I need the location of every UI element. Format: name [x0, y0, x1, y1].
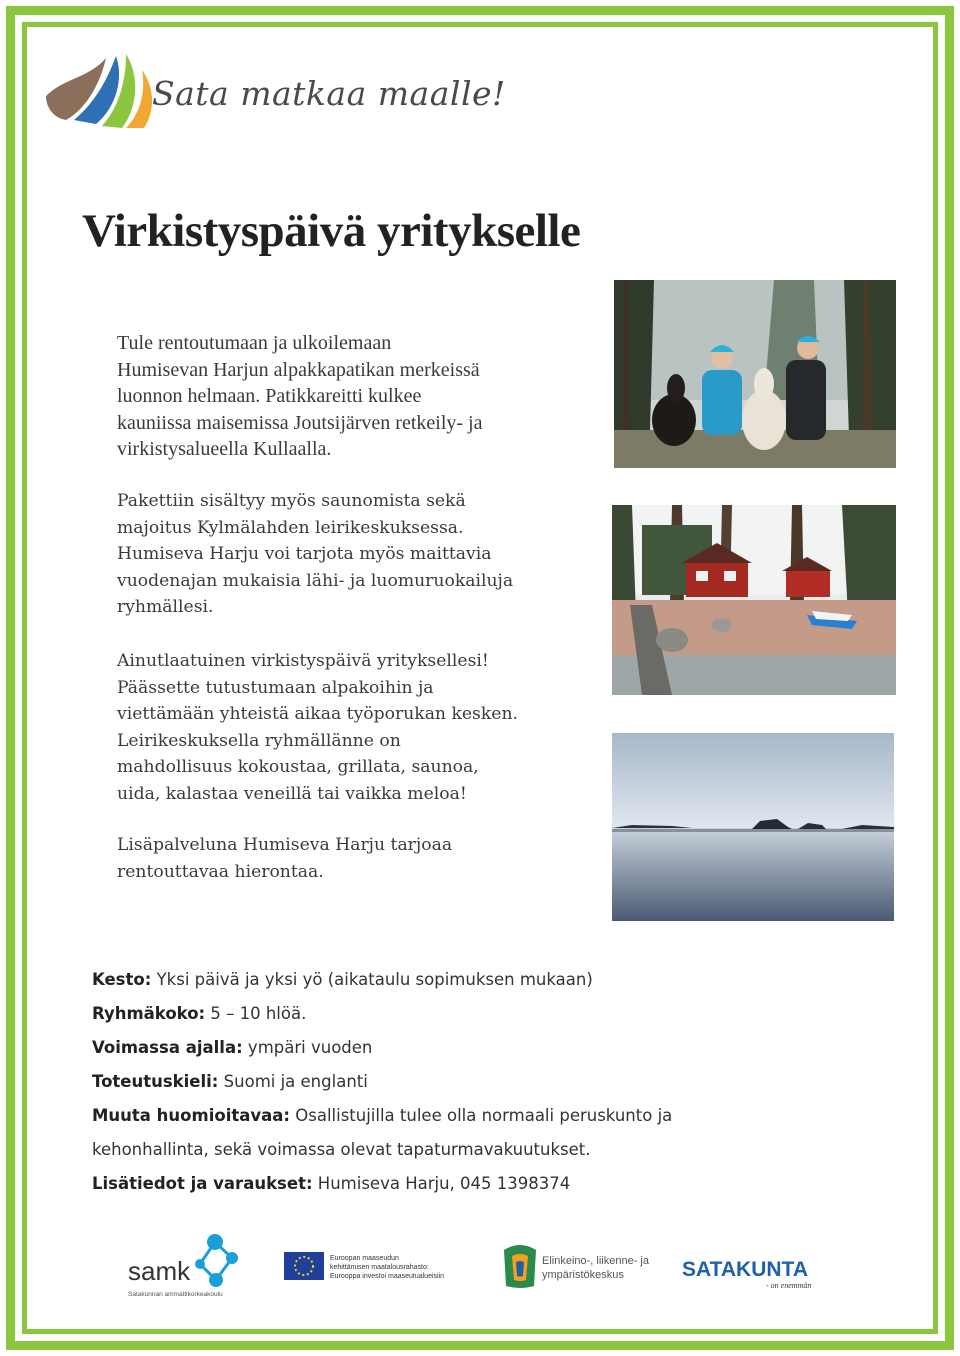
- ely-keskus-logo: [504, 1245, 650, 1288]
- fact-contact: [92, 1170, 912, 1204]
- samk-logo: [128, 1234, 238, 1298]
- text-line: Ainutlaatuinen virkistyspäivä yrityksellesi!: [117, 651, 489, 671]
- facts-list: [92, 966, 912, 1204]
- text-line: Tule rentoutumaan ja ulkoilemaan: [117, 332, 392, 354]
- text-line: Lisäpalveluna Humiseva Harju tarjoaa: [117, 835, 453, 855]
- fact-label: Kesto:: [92, 970, 152, 989]
- text-line: majoitus Kylmälahden leirikeskuksessa.: [117, 517, 464, 538]
- fact-value: kehonhallinta, sekä voimassa olevat tapaturmavakuutukset.: [92, 1140, 591, 1159]
- text-line: Humiseva Harju voi tarjota myös maittavia: [117, 544, 492, 564]
- package-paragraph: [117, 488, 597, 621]
- fact-value: Yksi päivä ja yksi yö (aikataulu sopimuksen mukaan): [151, 970, 593, 989]
- satakunta-logo: [682, 1258, 811, 1290]
- fact-label: Ryhmäkoko:: [92, 1004, 206, 1023]
- eu-funding-logo: [284, 1252, 444, 1280]
- text-line: viettämään yhteistä aikaa työporukan kesken.: [117, 704, 518, 724]
- samk-name: samk: [128, 1256, 191, 1286]
- text-line: virkistysalueella Kullaalla.: [117, 438, 332, 460]
- text-line: rentouttavaa hierontaa.: [117, 861, 324, 882]
- fact-label: Voimassa ajalla:: [92, 1038, 243, 1057]
- massage-paragraph: [117, 832, 597, 885]
- fact-value: ympäri vuoden: [242, 1038, 373, 1057]
- unique-day-paragraph: [117, 648, 597, 807]
- fact-group-size: [92, 1000, 912, 1034]
- cabins-shore-photo: [612, 505, 896, 695]
- text-line: ryhmällesi.: [117, 597, 214, 617]
- fact-value: 5 – 10 hlöä.: [205, 1004, 307, 1023]
- ely-line-1: Elinkeino-, liikenne- ja: [542, 1255, 649, 1267]
- fact-value: Suomi ja englanti: [218, 1072, 368, 1091]
- fact-label: Muuta huomioitavaa:: [92, 1106, 290, 1125]
- text-line: uida, kalastaa veneillä tai vaikka meloa!: [117, 783, 467, 804]
- text-line: luonnon helmaan. Patikkareitti kulkee: [117, 385, 422, 407]
- ely-line-2: ympäristökeskus: [542, 1269, 624, 1281]
- text-line: vuodenajan mukaisia lähi- ja luomuruokailuja: [117, 570, 514, 591]
- eu-line-2: kehittämisen maatalousrahasto:: [330, 1264, 429, 1271]
- fact-value: Osallistujilla tulee olla normaali peruskunto ja: [290, 1106, 673, 1125]
- samk-subtitle: Satakunnan ammattikorkeakoulu: [128, 1291, 223, 1298]
- text-line: Pakettiin sisältyy myös saunomista sekä: [117, 491, 466, 511]
- text-line: Leirikeskuksella ryhmällänne on: [117, 730, 401, 751]
- alpaca-hikers-photo: [614, 280, 896, 468]
- text-line: Päässette tutustumaan alpakoihin ja: [117, 677, 434, 698]
- text-line: kauniissa maisemissa Joutsijärven retkeily- ja: [117, 411, 483, 434]
- lake-view-photo: [612, 733, 894, 921]
- fact-notes: [92, 1102, 912, 1136]
- eu-line-1: Euroopan maaseudun: [330, 1255, 399, 1262]
- brand-slogan: Sata matkaa maalle!: [152, 74, 506, 113]
- footer-logos: [120, 1230, 840, 1310]
- fact-duration: [92, 966, 912, 1000]
- eu-line-3: Eurooppa investoi maaseutualueisiin: [330, 1273, 445, 1280]
- fact-notes-cont: [92, 1136, 912, 1170]
- fact-value: Humiseva Harju, 045 1398374: [312, 1174, 571, 1193]
- text-line: Humisevan Harjun alpakkapatikan merkeissä: [117, 358, 480, 381]
- fact-validity: [92, 1034, 912, 1068]
- satakunta-tagline: - on enemmän: [766, 1281, 812, 1290]
- fact-language: [92, 1068, 912, 1102]
- fact-label: Toteutuskieli:: [92, 1072, 219, 1091]
- text-line: mahdollisuus kokoustaa, grillata, saunoa,: [117, 757, 479, 777]
- intro-paragraph: [117, 330, 597, 463]
- satakunta-name: SATAKUNTA: [682, 1258, 808, 1281]
- page-title: Virkistyspäivä yritykselle: [82, 205, 581, 257]
- fact-label: Lisätiedot ja varaukset:: [92, 1174, 313, 1193]
